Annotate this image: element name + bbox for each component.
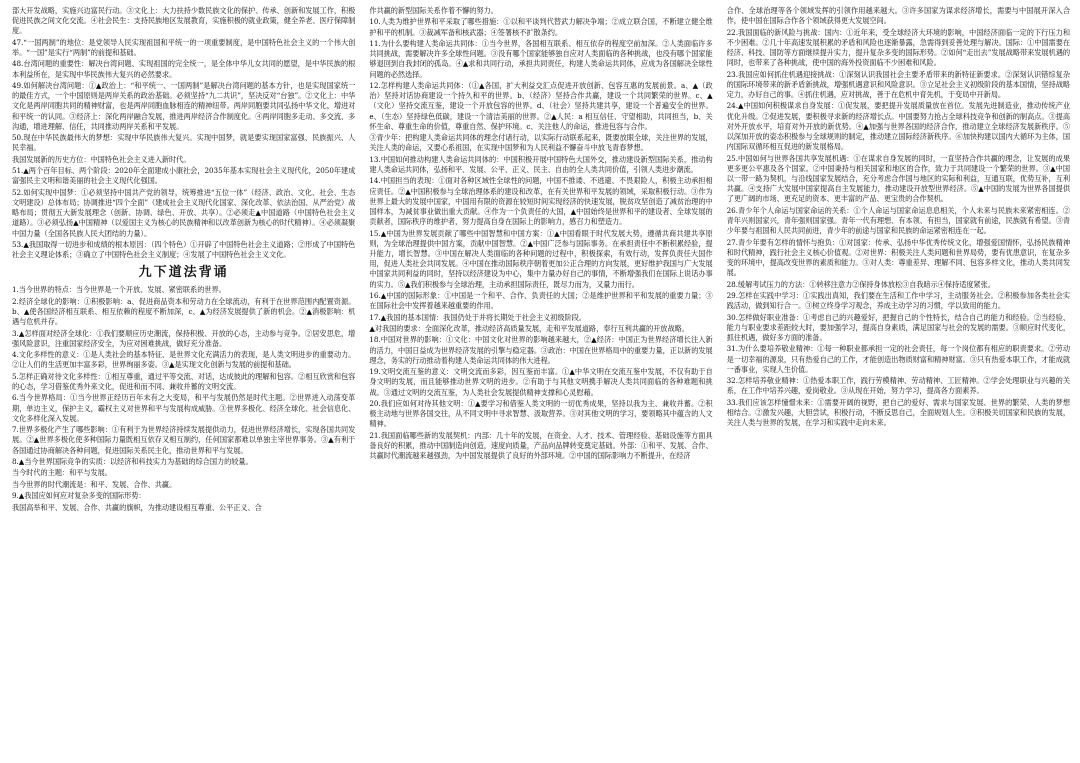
paragraph: 12.怎样构建人类命运共同体：（①▲各国，扩大利益交汇点促进开放创新、包容互惠的发展前景。a、▲（政治）坚持对话协商建设一个持久和平的世界。b、（经济）坚持合作共赢，建设一个共同繁荣的世界。c、▲（文化）坚持交流互鉴，建设一个开放包容的世界。d、（社会）坚持共建共享，建设一个普遍安全的世界。e、（生态）坚持绿色低碳，建设一个清洁美丽的世界。②▲人民：a 相互信任、守望相助，共同担当，b、关怀生命、尊重生命的价值，尊重自然、保护环境。c、关注他人的命运，推进包容与合作。 xyxy=(369,80,713,131)
paragraph: 19.文明交流互鉴的意义：文明交流而多彩，因互鉴而丰富。①▲中华文明在交流互鉴中发展，不仅有助于自身文明的发展，而且能够推动世界文明的进步。②有助于与其他文明携手解决人类共同面临的各种难题和挑战。③通过文明的交流互鉴，为人类社会发展提供精神支撑和心灵慰藉。 xyxy=(369,367,713,397)
paragraph: 3.▲怎样面对经济全球化：①我们要顺应历史潮流，保持积极、开放的心态，主动参与竞争。②居安思危，增强风险意识，注重国家经济安全，为应对困难挑战，做好充分准备。 xyxy=(12,328,356,348)
paragraph: 1.当今世界的特点：当今世界是一个开放、发展、紧密联系的世界。 xyxy=(12,285,226,295)
paragraph: 16.▲中国的国际形象：①中国是一个和平、合作、负责任的大国；②是维护世界和平和发展的重要力量；③在国际社会中发挥着越来越重要的作用。 xyxy=(369,290,713,311)
paragraph: 9.▲我国应如何应对复杂多变的国际形势： xyxy=(12,491,146,501)
paragraph: 我国发展新的历史方位：中国特色社会主义进入新时代。 xyxy=(12,154,191,164)
paragraph: 21.我国面临哪些新的发展契机：内部：几十年的发展，在资金、人才、技术、管理经验、基础设施等方面具备良好的积累，推动中国制造向创造，速度向质量，产品向品牌转变奠定基础。外部：①和平、发展、合作、共赢时代潮流越来越强劲，为中国发展提供了良好的外部环境。②中国的国际影响力不断提升，在经济 xyxy=(369,430,713,461)
paragraph: 23.我国应如何抓住机遇迎接挑战：①深刻认识我国社会主要矛盾带来的新特征新要求。②深刻认识错综复杂的国际环境带来的新矛盾新挑战，增强机遇意识和风险意识。③立足社会主义初级阶段的基本国情，坚持战略定力，办好自己的事。④抓住机遇，应对挑战，善于在危机中育先机，于变局中开新局。 xyxy=(726,69,1070,99)
paragraph: 22.我国面临的新风险与挑战：国内：①近年来，受全球经济大环境的影响，中国经济面临一定的下行压力和不少困难。②几十年高速发展积累的矛盾和风险也逐渐暴露，急需得到妥善处理与解决。国际：①中国需要在经济、科技、国防等方面继续提升实力，提升复杂多变的国际形势。②如何“走出去”发展战略带来发展机遇的同时，也带来了各种挑战，使中国的海外投资面临不少困难和风险。 xyxy=(726,27,1070,68)
paragraph: 我国高举和平、发展、合作、共赢的旗帜，为推动建设相互尊重、公平正义、合 xyxy=(12,502,262,512)
paragraph: 25.中国如何与世界各国共享发展机遇：①在谋求自身发展的同时，一直坚持合作共赢的理念，让发展的成果更多更公平惠及各个国家。②中国秉持与相关国家和地区的合作，致力于共同建设一个繁荣的世界。③▲中国以一带一路为契机，与沿线国家发展结合，充分考虑合作国与地区的实际和利益，互通互联，优势互补，互利共赢。④支持广大发展中国家提高自主发展能力，推动建设开放型世界经济。⑤▲中国的发展为世界各国提供了更广阔的市场、更充足的资本、更丰富的产品、更宝贵的合作契机。 xyxy=(726,153,1070,204)
paragraph: 52.如何实现中国梦：①必须坚持中国共产党的领导，统筹推进“五位一体”（经济、政治、文化、社会、生态文明建设）总体布局；协调推进“四个全面”（建成社会主义现代化国家、深化改革、依法治国、从严治党）战略布局；贯彻五大新发展理念（创新、协调、绿色、开放、共享）。②必须走▲中国道路（中国特色社会主义道路）。③必须弘扬▲中国精神（以爱国主义为核心的民族精神和以改革创新为核心的时代精神）。④必须凝聚中国力量（全国各民族人民大团结的力量）。 xyxy=(12,187,356,238)
paragraph: 7.世界多极化产生了哪些影响：①有利于为世界经济持续发展提供动力，促进世界经济增长，实现各国共同发展。②▲世界多极化使多种国际力量既相互依存又相互制约，任何国家都难以单独主宰世界事务。③▲有利于各国通过协商解决各种问题，促进国际关系民主化，推动世界和平与发展。 xyxy=(12,425,356,455)
column-left xyxy=(12,6,355,757)
paragraph: 20.我们应如何对待其他文明：①▲要学习和借鉴人类文明的一切优秀成果，坚持以我为主、兼收并蓄。②积极主动地与世界各国交往，从不同文明中寻求智慧、汲取营养。③对其他文明的学习，要领略其中蕴含的人文精神。 xyxy=(369,398,713,429)
paragraph: 24.▲中国如何积极谋求自身发展：①促发展，要把提升发展质量放在首位。发展先进制造业，推动传统产业优化升级。②促进发展，要积极寻求新的经济增长点。中国要努力抢占全球科技竞争和创新的制高点。③提高对外开放水平，培育对外开放的新优势。④▲加强与世界各国的经济合作，推动建立全球经济发展新秩序。⑤以深加开放的姿态积极参与全球规则的制定，推动建立国际经济新秩序。⑥加快构建以国内大循环为主体，国内国际双循环相互促进的新发展格局。 xyxy=(726,101,1070,152)
paragraph: ③青少年：把构建人类命运共同体的理念付诸行动，以实际行动联系起来，既要放眼全球，关注世界的发展，关注人类的命运，又要心系祖国，在实现中国梦和为人民利益不懈奋斗中放飞青春梦想。 xyxy=(369,133,713,153)
paragraph: 33.我们应该怎样憧憬未来：①需要开阔的视野，把自己的爱好、需求与国家发展、世界的繁荣、人类的梦想相结合。②激发兴趣，大胆尝试，积极行动，不断反思自己，全面规划人生。③积极关切国家和民族的发展，关注人类与世界的发展，在学习和实践中走向未来。 xyxy=(726,397,1070,428)
paragraph: 当今世界的时代潮流是：和平、发展、合作、共赢。 xyxy=(12,479,177,489)
paragraph: 8.▲当今世界国际竞争的实质：以经济和科技实力为基础的综合国力的较量。 xyxy=(12,456,253,466)
paragraph: 10.人类为维护世界和平采取了哪些措施：①以和平谈判代替武力解决争端；②成立联合国，不断建立健全维护和平的机制。③裁减军备和核武器；④签署核不扩散条约。 xyxy=(369,17,713,37)
paragraph: 13.中国如何推动构建人类命运共同体的：中国积极开展中国特色大国外交，推动建设新型国际关系，推动构建人类命运共同体，弘扬和平、发展、公平、正义、民主、自由的全人类共同价值，引领人类进步潮流。 xyxy=(369,154,713,174)
paragraph: 6.当今世界格局：①当今世界正经历百年未有之大变局，和平与发展仍然是时代主题。②世界进入动荡变革期，单边主义，保护主义，霸权主义对世界和平与发展构成威胁。③世界多极化、经济全球化、社会信息化、文化多样化深入发展。 xyxy=(12,393,356,423)
paragraph: 26.青少年个人命运与国家命运的关系：①个人命运与国家命运息息相关，个人未来与民族未来紧密相连。②青年兴则国家兴，青年强则国家强。青年一代有理想、有本领、有担当，国家就有前途，民族就有希望。③青少年要与祖国和人民共同前进，青少年的前途与国家和民族的命运紧密相连在一起。 xyxy=(726,205,1070,236)
column-middle xyxy=(369,6,712,757)
paragraph: 15.▲中国为世界发展贡献了哪些中国智慧和中国方案：①▲中国看眼于时代发展大势，遵循共商共建共享原则，为全球治理提供中国方案，贡献中国智慧。②▲中国广泛参与国际事务。在承担责任中不断积累经验，提升能力，增长智慧。③中国在解决人类面临的各种问题的过程中，积极探索，有效行动，发挥负责任大国作用，促进人类社会共同发展。④中国在推动国际秩序朝着更加公正合理的方向发展，更好维护我国与广大发展中国家共同利益的同时，坚持以经济建设为中心，集中力量办好自己的事情，不断增强我们在国际上说话办事的实力。⑤▲我们积极参与全球治理，主动承担国际责任，既尽力而为，又量力而行。 xyxy=(369,228,713,289)
section-title: 九下道法背诵 xyxy=(138,265,229,281)
paragraph: 11.为什么要构建人类命运共同体：①当今世界，各国相互联系、相互依存的程度空前加深。②人类面临许多共同挑战，需要解决许多全球性问题。③没有哪个国家能够独自应对人类面临的各种挑战，也没有哪个国家能够退回到自我封闭的孤岛。④▲求和共同行动，承担共同责任，构建人类命运共同体，应成为各国解决全球性问题的必然选择。 xyxy=(369,38,713,79)
paragraph: 48.台湾问题的重要性：解决台湾问题、实现祖国的完全统一，是全体中华儿女共同的愿望，是中华民族的根本利益所在，是实现中华民族伟大复兴的必然要求。 xyxy=(12,59,356,79)
paragraph: 53.▲我国取得一切进步和成绩的根本原因：（四个特色）①开辟了中国特色社会主义道路；②形成了中国特色社会主义理论体系；③确立了中国特色社会主义制度；④发展了中国特色社会主义文化。 xyxy=(12,239,356,260)
paragraph: 2.经济全球化的影响：①积极影响：a、促进商品资本和劳动力在全球流动，有利于在世界范围内配置资源。b、▲使各国经济相互联系、相互依赖的程度不断加深，c、▲为经济发展提供了新的机会。②▲消极影响：机遇与危机并存。 xyxy=(12,296,356,327)
paragraph: 18.中国对世界的影响：①文化：中国文化对世界的影响越来越大，②▲经济：中国正为世界经济增长注入新的活力，中国日益成为世界经济发展的引擎与稳定器。③政治：中国在世界格局中的重要力量，正以新的发展理念，务实的行动推动着构建人类命运共同体的伟大进程。 xyxy=(369,335,713,365)
column-right xyxy=(727,6,1070,757)
paragraph: 5.怎样正确对待文化多样性：①相互尊重，通过平等交流、对话，达成彼此的理解和包容。②相互欣赏和包容的心态，学习借鉴优秀外来文化，促进和而不同、兼收并蓄的文明交流。 xyxy=(12,371,356,391)
paragraph: 部大开发战略，实施兴边富民行动。③文化上：大力扶持少数民族文化的保护、传承、创新和发展工作，积极促进民族之间文化交流。④社会民生：支持民族地区发展教育，实施积极的就业政策，健全养老、医疗保障制度。 xyxy=(12,6,356,36)
paragraph: ▲对我国的要求：全面深化改革，推动经济高质量发展，走和平发展道路，奉行互利共赢的开放战略。 xyxy=(369,323,689,333)
paragraph: 14.中国担当的表现：①面对各种区域性全球性的问题，中国不推诿、不逃避、不畏艰险人，积极主动承担相应责任。②▲中国积极参与全球治理体系的建设和改革，在有关世界和平发展的领域，采取积极行动。③作为世界上最大的发展中国家，中国用有限的资源在较短时间实现经济的快速发展，脱贫攻坚创造了减贫治理的中国样本，为减贫事业做出重大贡献。④作为一个负责任的大国，▲中国始终是世界和平的建设者、全球发展的贡献者，国际秩序的维护者，努力提高自身在国际上的影响力，感召力和塑造力。 xyxy=(369,176,713,227)
paragraph: 32.怎样培养敬业精神：①热爱本职工作，践行劳模精神、劳动精神、工匠精神。②学会处理职业与兴趣的关系，在工作中培养兴趣，爱岗敬业。③从现在开始，努力学习，提高各方面素养。 xyxy=(726,376,1070,396)
paragraph: 27.青少年要有怎样的情怀与抱负：①对国家：传承、弘扬中华优秀传统文化，增强爱国情怀，弘扬民族精神和时代精神，践行社会主义核心价值观。②对世界：积极关注人类问题和世界局势，要有优患意识，在复杂多变的环境中，提高改变世界的素质和能力。③对人类：尊重差异、理解不同、包容多样文化，推动人类共同发展。 xyxy=(726,237,1070,278)
paragraph: 50.现在中华民族最伟大的梦想：实现中华民族伟大复兴。实现中国梦，就是要实现国家富强、民族振兴、人民幸福。 xyxy=(12,133,356,153)
paragraph: 当今时代的主题：和平与发展。 xyxy=(12,468,112,478)
paragraph: 28.缓解考试压力的方法：①转移注意力②保持身体放松③自我暗示④保持适度紧张。 xyxy=(726,279,995,289)
paragraph: 51.▲两个百年目标、两个阶段：2020年全面建成小康社会，2035年基本实现社会主义现代化，2050年建成富强民主文明和谐美丽的社会主义现代化强国。 xyxy=(12,166,356,186)
paragraph: 4.文化多样性的意义：①是人类社会的基本特征、是世界文化充满活力的表现，是人类文明进步的重要动力。②让人们的生活更加丰富多彩，世界绚丽多姿。③▲是实现文化创新与发展的前提和基础。 xyxy=(12,350,356,370)
paragraph: 47.“一国两制”的地位：是党领导人民实现祖国和平统一的一项重要制度，是中国特色社会主义的一个伟大创举。“一国”是实行“两制”的前提和基础。 xyxy=(12,37,356,57)
paragraph: 合作、全球治理等各个领域发挥的引领作用越来越大。③许多国家为谋求经济增长，需要与中国展开深入合作，使中国在国际合作各个领域获得更大发展空间。 xyxy=(726,6,1070,26)
paragraph: 30.怎样做好职业准备：①考虑自己的兴趣爱好，把握自己的个性特长，结合自己的能力和经验。②当经验、能力与职业要求差距较大时，要加强学习，提高自身素质，满足国家与社会的发展的需要。③顺应时代变化，抓住机遇，做好多方面的准备。 xyxy=(726,312,1070,342)
paragraph: 31.为什么要培养敬业精神：①每一种职业都承担一定的社会责任，每一个岗位都有相应的职责要求。②劳动是一切幸福的源泉，只有热爱自己的工作，才能创造出物质财富和精神财富。③只有热爱本职工作，才能成就一番事业，实现人生价值。 xyxy=(726,344,1070,374)
paragraph: 49.如何解决台湾问题：①▲政治上：“和平统一、一国两制”是解决台湾问题的基本方针，也是实现国家统一的最佳方式，一个中国原则是两岸关系的政治基础。必须坚持“九二共识”，坚决反对“台独”。②文化上：中华文化是两岸同胞共同的精神财富，也是两岸同胞血脉相连的精神纽带。两岸同胞要共同弘扬中华文化，增进对和平统一的认同。③经济上：深化两岸融合发展，推进两岸经济合作制度化。④两岸同胞多走动、多交流、多沟通，增进理解、信任，共同推动两岸关系和平发展。 xyxy=(12,80,356,131)
paragraph: 作共赢的新型国际关系作着不懈的努力。 xyxy=(369,6,498,15)
paragraph: 17.▲我国的基本国情：我国仍处于并将长期处于社会主义初级阶段。 xyxy=(369,312,586,322)
paragraph: 29.怎样在实践中学习：①实践出真知，我们要在生活和工作中学习，主动服务社会。②积极参加各类社会实践活动，做到知行合一。③树立终身学习观念，养成主动学习的习惯，学以致用的能力。 xyxy=(726,290,1070,311)
